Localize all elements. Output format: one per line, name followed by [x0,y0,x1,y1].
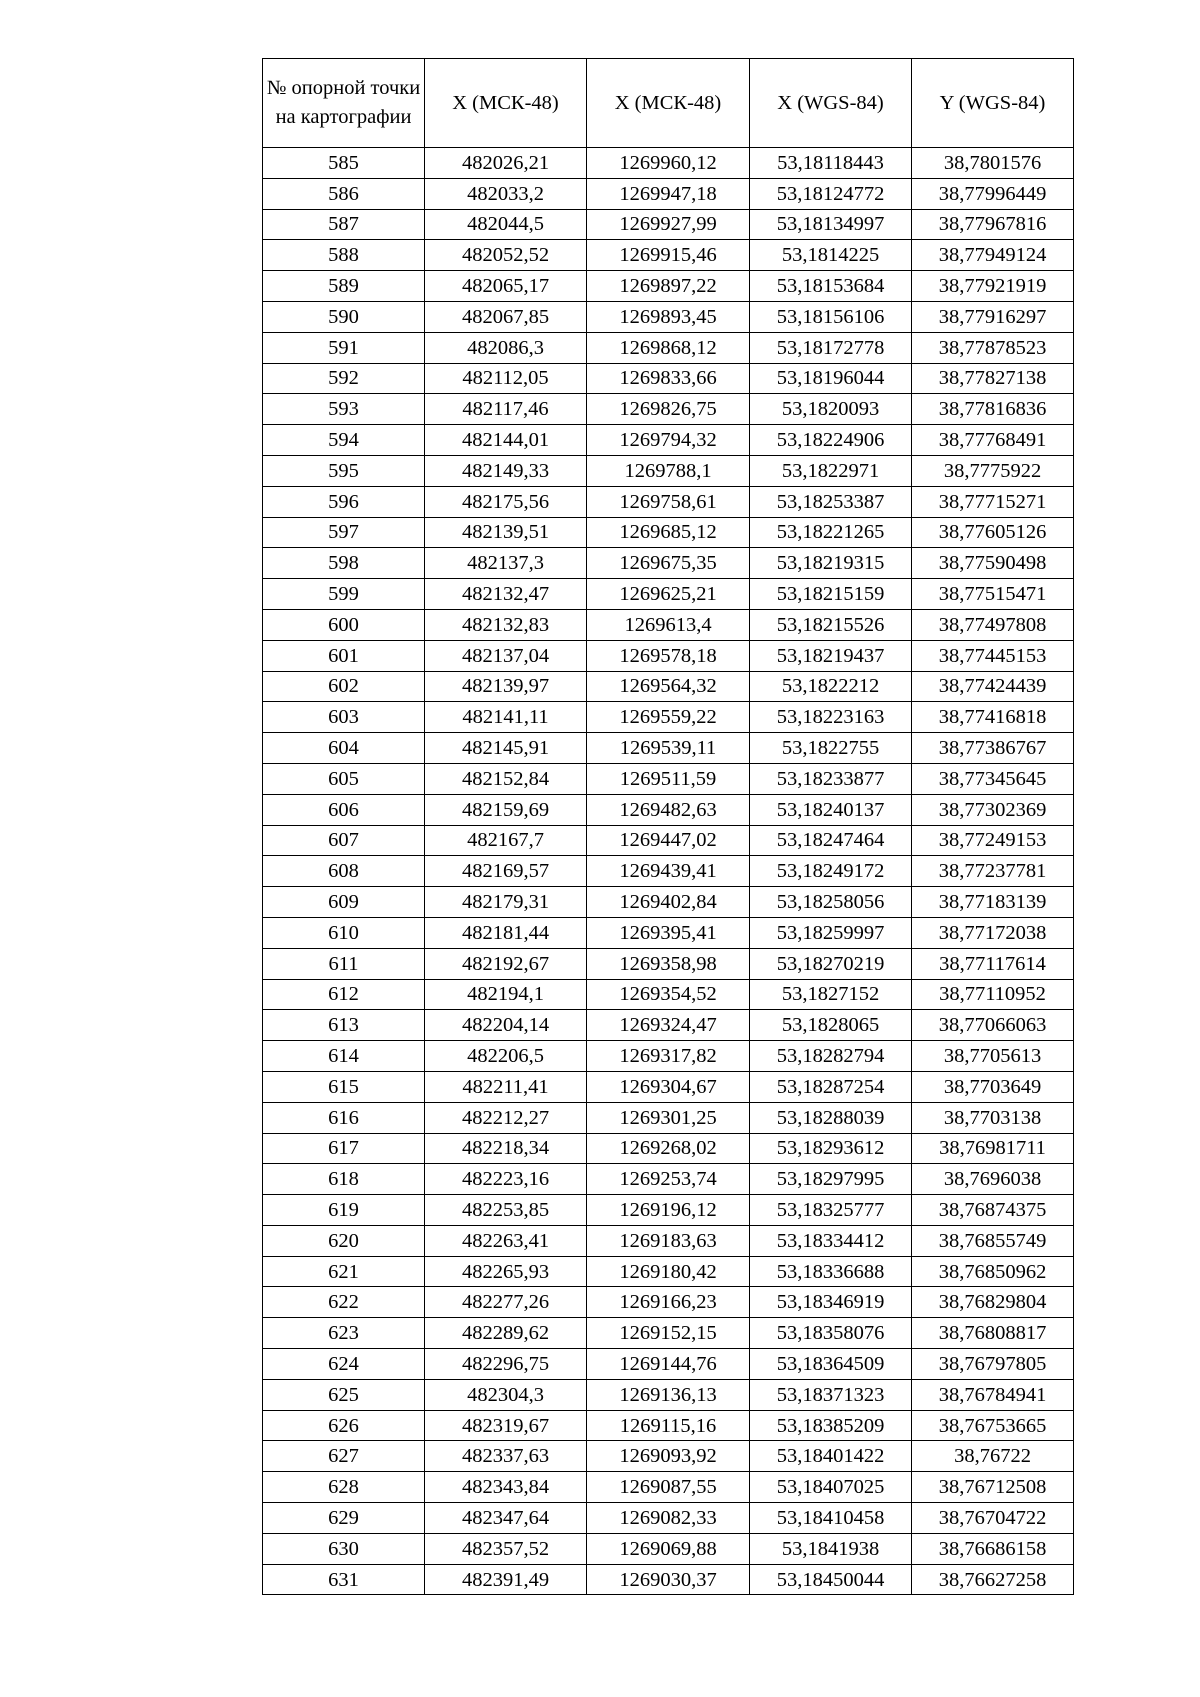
cell-y-wgs84: 38,77416818 [912,702,1074,733]
cell-x-msk48-second: 1269788,1 [587,455,750,486]
cell-x-msk48-second: 1269030,37 [587,1564,750,1595]
cell-x-msk48: 482347,64 [425,1503,587,1534]
cell-x-wgs84: 53,1822212 [750,671,912,702]
cell-y-wgs84: 38,7705613 [912,1041,1074,1072]
cell-x-msk48-second: 1269093,92 [587,1441,750,1472]
cell-x-msk48: 482206,5 [425,1041,587,1072]
coordinates-table [262,58,1074,1595]
cell-x-wgs84: 53,1820093 [750,394,912,425]
cell-x-msk48-second: 1269826,75 [587,394,750,425]
cell-x-msk48-second: 1269564,32 [587,671,750,702]
cell-x-msk48: 482357,52 [425,1533,587,1564]
cell-x-msk48-second: 1269152,15 [587,1318,750,1349]
table-row [263,640,1074,671]
cell-x-msk48: 482277,26 [425,1287,587,1318]
cell-x-msk48: 482149,33 [425,455,587,486]
table-row [263,1441,1074,1472]
cell-point-number: 620 [263,1225,425,1256]
cell-x-wgs84: 53,18196044 [750,363,912,394]
cell-y-wgs84: 38,76627258 [912,1564,1074,1595]
cell-x-msk48-second: 1269868,12 [587,332,750,363]
table-row [263,671,1074,702]
cell-point-number: 593 [263,394,425,425]
cell-y-wgs84: 38,77117614 [912,948,1074,979]
cell-point-number: 616 [263,1102,425,1133]
cell-y-wgs84: 38,76981711 [912,1133,1074,1164]
table-row [263,763,1074,794]
cell-y-wgs84: 38,76874375 [912,1195,1074,1226]
cell-x-msk48-second: 1269794,32 [587,425,750,456]
cell-y-wgs84: 38,77302369 [912,794,1074,825]
cell-x-wgs84: 53,18233877 [750,763,912,794]
cell-x-wgs84: 53,18293612 [750,1133,912,1164]
cell-y-wgs84: 38,77249153 [912,825,1074,856]
cell-y-wgs84: 38,77590498 [912,548,1074,579]
cell-x-msk48-second: 1269301,25 [587,1102,750,1133]
table-row [263,486,1074,517]
cell-x-wgs84: 53,18259997 [750,917,912,948]
cell-y-wgs84: 38,76797805 [912,1349,1074,1380]
table-row [263,178,1074,209]
cell-x-msk48: 482086,3 [425,332,587,363]
cell-point-number: 631 [263,1564,425,1595]
cell-x-msk48-second: 1269897,22 [587,271,750,302]
cell-point-number: 625 [263,1379,425,1410]
cell-y-wgs84: 38,77605126 [912,517,1074,548]
table-row [263,1379,1074,1410]
cell-point-number: 589 [263,271,425,302]
cell-x-wgs84: 53,1828065 [750,1010,912,1041]
cell-point-number: 594 [263,425,425,456]
cell-y-wgs84: 38,77816836 [912,394,1074,425]
cell-x-msk48: 482065,17 [425,271,587,302]
cell-y-wgs84: 38,76808817 [912,1318,1074,1349]
cell-x-msk48-second: 1269082,33 [587,1503,750,1534]
cell-x-wgs84: 53,1827152 [750,979,912,1010]
header-x-wgs84: X (WGS-84) [750,59,912,148]
cell-x-msk48-second: 1269685,12 [587,517,750,548]
table-row [263,1533,1074,1564]
cell-x-msk48: 482112,05 [425,363,587,394]
table-row [263,332,1074,363]
table-row [263,979,1074,1010]
cell-point-number: 606 [263,794,425,825]
cell-x-msk48: 482033,2 [425,178,587,209]
cell-y-wgs84: 38,76704722 [912,1503,1074,1534]
table-row [263,609,1074,640]
cell-x-msk48-second: 1269758,61 [587,486,750,517]
table-row [263,1349,1074,1380]
cell-x-wgs84: 53,18221265 [750,517,912,548]
cell-x-msk48-second: 1269268,02 [587,1133,750,1164]
cell-x-msk48: 482137,04 [425,640,587,671]
cell-x-wgs84: 53,18450044 [750,1564,912,1595]
cell-x-wgs84: 53,18223163 [750,702,912,733]
cell-y-wgs84: 38,77515471 [912,579,1074,610]
cell-x-msk48-second: 1269183,63 [587,1225,750,1256]
cell-point-number: 608 [263,856,425,887]
cell-point-number: 630 [263,1533,425,1564]
cell-y-wgs84: 38,76686158 [912,1533,1074,1564]
cell-y-wgs84: 38,77878523 [912,332,1074,363]
cell-x-wgs84: 53,18172778 [750,332,912,363]
cell-point-number: 595 [263,455,425,486]
cell-y-wgs84: 38,77110952 [912,979,1074,1010]
table-row [263,887,1074,918]
cell-point-number: 588 [263,240,425,271]
cell-x-msk48-second: 1269675,35 [587,548,750,579]
table-row [263,209,1074,240]
table-row [263,425,1074,456]
cell-x-msk48: 482139,97 [425,671,587,702]
cell-x-msk48-second: 1269087,55 [587,1472,750,1503]
cell-x-msk48-second: 1269354,52 [587,979,750,1010]
cell-x-wgs84: 53,18253387 [750,486,912,517]
table-row [263,394,1074,425]
cell-x-msk48: 482337,63 [425,1441,587,1472]
cell-x-msk48-second: 1269136,13 [587,1379,750,1410]
cell-x-wgs84: 53,18118443 [750,148,912,179]
cell-x-msk48-second: 1269069,88 [587,1533,750,1564]
cell-x-wgs84: 53,18407025 [750,1472,912,1503]
table-row [263,1195,1074,1226]
cell-y-wgs84: 38,77424439 [912,671,1074,702]
cell-y-wgs84: 38,77172038 [912,917,1074,948]
cell-y-wgs84: 38,76722 [912,1441,1074,1472]
cell-x-wgs84: 53,18219437 [750,640,912,671]
cell-y-wgs84: 38,7801576 [912,148,1074,179]
cell-x-msk48-second: 1269482,63 [587,794,750,825]
cell-x-msk48-second: 1269539,11 [587,733,750,764]
cell-x-wgs84: 53,18156106 [750,301,912,332]
cell-y-wgs84: 38,77237781 [912,856,1074,887]
cell-point-number: 585 [263,148,425,179]
cell-y-wgs84: 38,7703649 [912,1071,1074,1102]
cell-x-msk48-second: 1269180,42 [587,1256,750,1287]
cell-point-number: 596 [263,486,425,517]
cell-y-wgs84: 38,77345645 [912,763,1074,794]
cell-x-wgs84: 53,18401422 [750,1441,912,1472]
cell-point-number: 612 [263,979,425,1010]
table-row [263,455,1074,486]
cell-x-msk48-second: 1269625,21 [587,579,750,610]
cell-x-wgs84: 53,18410458 [750,1503,912,1534]
cell-point-number: 592 [263,363,425,394]
cell-x-wgs84: 53,18124772 [750,178,912,209]
cell-x-msk48: 482179,31 [425,887,587,918]
cell-point-number: 587 [263,209,425,240]
cell-x-wgs84: 53,18215526 [750,609,912,640]
cell-x-msk48-second: 1269960,12 [587,148,750,179]
cell-x-wgs84: 53,1814225 [750,240,912,271]
cell-y-wgs84: 38,77996449 [912,178,1074,209]
cell-x-msk48: 482194,1 [425,979,587,1010]
cell-x-msk48: 482169,57 [425,856,587,887]
cell-x-msk48: 482026,21 [425,148,587,179]
cell-point-number: 602 [263,671,425,702]
table-row [263,1133,1074,1164]
cell-y-wgs84: 38,76712508 [912,1472,1074,1503]
cell-point-number: 610 [263,917,425,948]
table-row [263,301,1074,332]
cell-x-wgs84: 53,18346919 [750,1287,912,1318]
table-row [263,1564,1074,1595]
cell-x-msk48-second: 1269324,47 [587,1010,750,1041]
cell-point-number: 617 [263,1133,425,1164]
cell-x-msk48: 482212,27 [425,1102,587,1133]
cell-x-msk48-second: 1269559,22 [587,702,750,733]
cell-y-wgs84: 38,77768491 [912,425,1074,456]
cell-x-wgs84: 53,18215159 [750,579,912,610]
cell-y-wgs84: 38,77921919 [912,271,1074,302]
cell-x-msk48-second: 1269915,46 [587,240,750,271]
table-row [263,1318,1074,1349]
table-row [263,856,1074,887]
cell-point-number: 627 [263,1441,425,1472]
table-row [263,548,1074,579]
cell-point-number: 600 [263,609,425,640]
cell-x-wgs84: 53,18336688 [750,1256,912,1287]
cell-y-wgs84: 38,77066063 [912,1010,1074,1041]
cell-x-wgs84: 53,18270219 [750,948,912,979]
cell-y-wgs84: 38,77916297 [912,301,1074,332]
header-x-msk48: X (МСК-48) [425,59,587,148]
cell-point-number: 598 [263,548,425,579]
cell-x-msk48: 482145,91 [425,733,587,764]
cell-x-msk48: 482296,75 [425,1349,587,1380]
cell-y-wgs84: 38,77827138 [912,363,1074,394]
cell-point-number: 599 [263,579,425,610]
cell-x-msk48-second: 1269439,41 [587,856,750,887]
cell-x-msk48: 482137,3 [425,548,587,579]
cell-x-msk48: 482067,85 [425,301,587,332]
cell-point-number: 605 [263,763,425,794]
cell-point-number: 586 [263,178,425,209]
cell-x-msk48: 482141,11 [425,702,587,733]
cell-point-number: 603 [263,702,425,733]
table-row [263,1102,1074,1133]
table-row [263,948,1074,979]
cell-y-wgs84: 38,76850962 [912,1256,1074,1287]
table-row [263,363,1074,394]
cell-x-msk48-second: 1269833,66 [587,363,750,394]
cell-x-msk48: 482117,46 [425,394,587,425]
cell-y-wgs84: 38,77183139 [912,887,1074,918]
cell-x-wgs84: 53,18288039 [750,1102,912,1133]
cell-point-number: 626 [263,1410,425,1441]
cell-x-msk48: 482152,84 [425,763,587,794]
table-row [263,1472,1074,1503]
cell-x-msk48: 482253,85 [425,1195,587,1226]
table-row [263,702,1074,733]
cell-x-wgs84: 53,18364509 [750,1349,912,1380]
cell-y-wgs84: 38,7775922 [912,455,1074,486]
cell-x-msk48-second: 1269893,45 [587,301,750,332]
cell-point-number: 623 [263,1318,425,1349]
cell-x-msk48-second: 1269166,23 [587,1287,750,1318]
cell-y-wgs84: 38,7703138 [912,1102,1074,1133]
table-row [263,271,1074,302]
cell-x-msk48: 482181,44 [425,917,587,948]
cell-point-number: 618 [263,1164,425,1195]
cell-x-msk48: 482139,51 [425,517,587,548]
cell-x-wgs84: 53,18282794 [750,1041,912,1072]
cell-x-msk48: 482052,52 [425,240,587,271]
table-row [263,1503,1074,1534]
cell-x-msk48: 482167,7 [425,825,587,856]
cell-point-number: 621 [263,1256,425,1287]
cell-x-msk48-second: 1269511,59 [587,763,750,794]
cell-y-wgs84: 38,77497808 [912,609,1074,640]
cell-point-number: 609 [263,887,425,918]
cell-point-number: 629 [263,1503,425,1534]
cell-point-number: 597 [263,517,425,548]
cell-point-number: 611 [263,948,425,979]
cell-y-wgs84: 38,7696038 [912,1164,1074,1195]
cell-x-wgs84: 53,1822755 [750,733,912,764]
cell-x-msk48: 482218,34 [425,1133,587,1164]
cell-point-number: 601 [263,640,425,671]
table-row [263,733,1074,764]
cell-x-wgs84: 53,18240137 [750,794,912,825]
table-header [263,59,1074,148]
table-row [263,1256,1074,1287]
cell-x-wgs84: 53,18334412 [750,1225,912,1256]
table-row [263,148,1074,179]
table-row [263,579,1074,610]
cell-y-wgs84: 38,77949124 [912,240,1074,271]
cell-y-wgs84: 38,76784941 [912,1379,1074,1410]
cell-x-msk48: 482159,69 [425,794,587,825]
cell-x-msk48-second: 1269947,18 [587,178,750,209]
cell-x-msk48-second: 1269317,82 [587,1041,750,1072]
cell-x-msk48-second: 1269358,98 [587,948,750,979]
cell-x-wgs84: 53,18153684 [750,271,912,302]
cell-y-wgs84: 38,76855749 [912,1225,1074,1256]
cell-point-number: 591 [263,332,425,363]
cell-x-msk48: 482132,83 [425,609,587,640]
cell-x-msk48-second: 1269196,12 [587,1195,750,1226]
cell-x-msk48-second: 1269402,84 [587,887,750,918]
cell-x-wgs84: 53,18247464 [750,825,912,856]
cell-x-msk48-second: 1269253,74 [587,1164,750,1195]
table-row [263,1010,1074,1041]
cell-x-msk48: 482175,56 [425,486,587,517]
cell-x-msk48: 482343,84 [425,1472,587,1503]
cell-point-number: 613 [263,1010,425,1041]
cell-point-number: 604 [263,733,425,764]
table-row [263,1410,1074,1441]
cell-point-number: 607 [263,825,425,856]
table-row [263,794,1074,825]
cell-x-msk48-second: 1269447,02 [587,825,750,856]
cell-x-wgs84: 53,1822971 [750,455,912,486]
cell-x-msk48-second: 1269304,67 [587,1071,750,1102]
cell-x-wgs84: 53,18371323 [750,1379,912,1410]
cell-x-msk48: 482223,16 [425,1164,587,1195]
table-row [263,1225,1074,1256]
cell-x-wgs84: 53,18297995 [750,1164,912,1195]
cell-x-msk48: 482391,49 [425,1564,587,1595]
cell-point-number: 624 [263,1349,425,1380]
table-row [263,825,1074,856]
cell-x-wgs84: 53,18385209 [750,1410,912,1441]
cell-x-msk48: 482263,41 [425,1225,587,1256]
table-row [263,1164,1074,1195]
cell-x-msk48: 482304,3 [425,1379,587,1410]
cell-y-wgs84: 38,76753665 [912,1410,1074,1441]
cell-x-wgs84: 53,18249172 [750,856,912,887]
cell-point-number: 590 [263,301,425,332]
cell-y-wgs84: 38,77967816 [912,209,1074,240]
cell-x-wgs84: 53,18325777 [750,1195,912,1226]
cell-x-msk48: 482211,41 [425,1071,587,1102]
table-body [263,148,1074,1595]
table-row [263,240,1074,271]
table-row [263,1071,1074,1102]
header-y-wgs84: Y (WGS-84) [912,59,1074,148]
cell-x-wgs84: 53,1841938 [750,1533,912,1564]
cell-y-wgs84: 38,76829804 [912,1287,1074,1318]
cell-point-number: 622 [263,1287,425,1318]
table-row [263,1287,1074,1318]
table-row [263,517,1074,548]
cell-x-msk48-second: 1269613,4 [587,609,750,640]
header-row [263,59,1074,148]
cell-point-number: 615 [263,1071,425,1102]
cell-x-msk48: 482289,62 [425,1318,587,1349]
table-row [263,1041,1074,1072]
cell-y-wgs84: 38,77386767 [912,733,1074,764]
cell-x-msk48: 482319,67 [425,1410,587,1441]
cell-x-msk48-second: 1269144,76 [587,1349,750,1380]
cell-point-number: 614 [263,1041,425,1072]
cell-x-wgs84: 53,18134997 [750,209,912,240]
cell-point-number: 628 [263,1472,425,1503]
header-point-number: № опорной точки на картографии [263,59,425,148]
cell-x-msk48: 482132,47 [425,579,587,610]
cell-x-wgs84: 53,18358076 [750,1318,912,1349]
cell-point-number: 619 [263,1195,425,1226]
cell-x-msk48: 482144,01 [425,425,587,456]
cell-x-wgs84: 53,18219315 [750,548,912,579]
cell-x-msk48: 482204,14 [425,1010,587,1041]
header-x-msk48-second: X (МСК-48) [587,59,750,148]
cell-y-wgs84: 38,77445153 [912,640,1074,671]
cell-x-msk48-second: 1269115,16 [587,1410,750,1441]
cell-x-wgs84: 53,18258056 [750,887,912,918]
table-row [263,917,1074,948]
cell-x-msk48-second: 1269578,18 [587,640,750,671]
cell-x-wgs84: 53,18287254 [750,1071,912,1102]
cell-x-msk48: 482192,67 [425,948,587,979]
cell-y-wgs84: 38,77715271 [912,486,1074,517]
cell-x-msk48: 482265,93 [425,1256,587,1287]
cell-x-msk48: 482044,5 [425,209,587,240]
cell-x-wgs84: 53,18224906 [750,425,912,456]
cell-x-msk48-second: 1269927,99 [587,209,750,240]
cell-x-msk48-second: 1269395,41 [587,917,750,948]
